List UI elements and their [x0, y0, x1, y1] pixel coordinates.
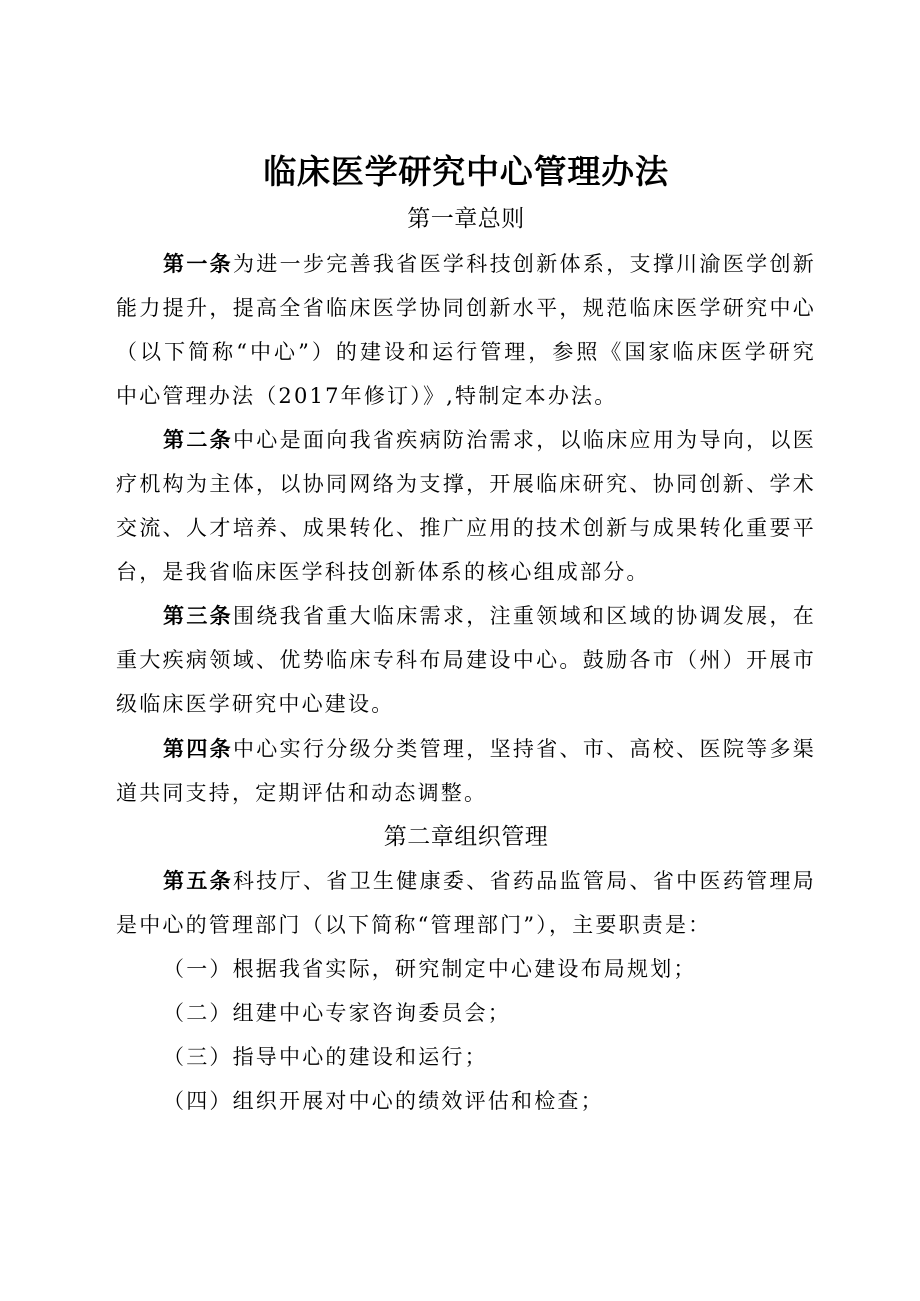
list-item: （二）组建中心专家咨询委员会；: [163, 1000, 511, 1025]
paragraph-line: [116, 418, 816, 462]
list-item: （三）指导中心的建设和运行；: [163, 1044, 488, 1069]
line-text: 围绕我省重大临床需求，注重领域和区域的协调发展，在: [232, 604, 816, 629]
paragraph-line: [116, 594, 816, 638]
article-2: [116, 418, 816, 594]
paragraph-line: 是中心的管理部门（以下简称“管理部门”），主要职责是：: [116, 912, 712, 937]
paragraph-line: [116, 242, 816, 286]
article-5: [116, 859, 816, 1123]
article-1: [116, 242, 816, 418]
article-label: 第一条: [163, 252, 233, 276]
line-text: 为进一步完善我省医学科技创新体系，支撑川渝医学创新: [232, 252, 816, 276]
paragraph-line: 交流、人才培养、成果转化、推广应用的技术创新与成果转化重要平: [116, 516, 816, 541]
chapter-heading: 第一章总则: [407, 206, 525, 232]
article-label: 第三条: [163, 604, 233, 629]
paragraph-line: 疗机构为主体，以协同网络为支撑，开展临床研究、协同创新、学术: [116, 472, 816, 497]
paragraph-line: [116, 859, 816, 903]
article-label: 第二条: [163, 428, 233, 453]
line-text: 科技厅、省卫生健康委、省药品监管局、省中医药管理局: [232, 868, 816, 893]
article-label: 第五条: [163, 868, 233, 893]
paragraph-line: 道共同支持，定期评估和动态调整。: [116, 780, 488, 805]
chapter-heading: 第二章组织管理: [383, 823, 549, 850]
paragraph-line: 中心管理办法（2017年修订）》,特制定本办法。: [116, 384, 618, 409]
list-item: （四）组织开展对中心的绩效评估和检查；: [163, 1088, 604, 1113]
article-3: [116, 594, 816, 726]
paragraph-line: 能力提升，提高全省临床医学协同创新水平，规范临床医学研究中心: [116, 296, 816, 321]
list-item: （一）根据我省实际，研究制定中心建设布局规划；: [163, 956, 697, 981]
paragraph-line: 级临床医学研究中心建设。: [116, 692, 395, 717]
paragraph-line: 重大疾病领域、优势临床专科布局建设中心。鼓励各市（州）开展市: [116, 648, 816, 673]
line-text: 中心是面向我省疾病防治需求，以临床应用为导向，以医: [232, 428, 816, 453]
paragraph-line: [116, 727, 816, 771]
article-4: [116, 727, 816, 815]
line-text: 中心实行分级分类管理，坚持省、市、高校、医院等多渠: [232, 736, 816, 761]
document-title: 临床医学研究中心管理办法: [263, 152, 669, 191]
document-body: [116, 148, 816, 1123]
article-label: 第四条: [163, 736, 233, 761]
paragraph-line: （以下简称“中心”）的建设和运行管理，参照《国家临床医学研究: [116, 340, 816, 365]
paragraph-line: 台，是我省临床医学科技创新体系的核心组成部分。: [116, 560, 650, 585]
